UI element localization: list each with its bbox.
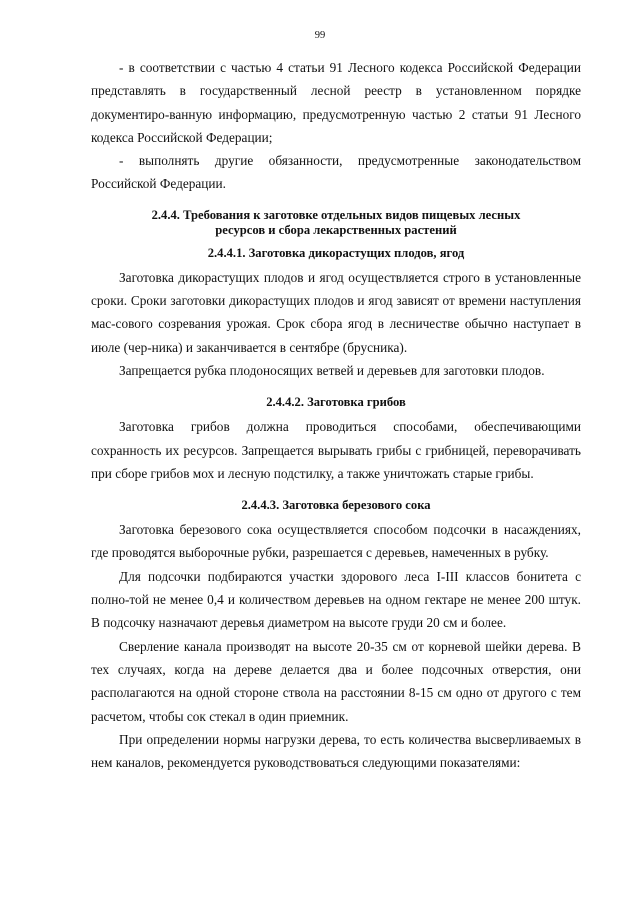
section-heading-2-4-4-line1: 2.4.4. Требования к заготовке отдельных видов пищевых лесных	[151, 207, 521, 222]
paragraph-berries-harvest-terms: Заготовка дикорастущих плодов и ягод осуществляется строго в установленные сроки. Сроки заготовки дикорастущих плодов и ягод зависят от времени наступления мас-сового созревания урожая. Срок сбора ягод в лесничестве обычно наступает в июле (чер-ника) и заканчивается в сентябре (брусника).	[91, 269, 581, 355]
paragraph-other-duties: - выполнять другие обязанности, предусмотренные законодательством Российской Федерации.	[91, 153, 581, 192]
paragraph-drilling-height: Сверление канала производят на высоте 20-35 см от корневой шейки дерева. В тех случаях, когда на дереве делается два и более подсочных отверстия, они располагаются на одной стороне ствола на расстоянии 8-15 см одно от другого с тем расчетом, чтобы сок стекал в один приемник.	[91, 638, 581, 724]
paragraph-birch-sap-method: Заготовка березового сока осуществляется способом подсочки в насаждениях, где проводятся выборочные рубки, разрешается с деревьев, намеченных в рубку.	[91, 522, 581, 561]
subsection-heading-2-4-4-3: 2.4.4.3. Заготовка березового сока	[241, 498, 431, 513]
page-number: 99	[314, 30, 326, 41]
subsection-heading-2-4-4-1: 2.4.4.1. Заготовка дикорастущих плодов, ягод	[207, 245, 465, 260]
paragraph-tapping-site-selection: Для подсочки подбираются участки здорового леса I-III классов бонитета с полно-той не менее 0,4 и количеством деревьев на одном гектаре не менее 200 штук. В подсочку назначают деревья диаметром на высоте груди 20 см и более.	[91, 568, 581, 631]
paragraph-branch-cutting-ban: Запрещается рубка плодоносящих ветвей и деревьев для заготовки плодов.	[119, 362, 545, 378]
paragraph-load-norm: При определении нормы нагрузки дерева, то есть количества высверливаемых в нем каналов, рекомендуется руководствоваться следующими показателями:	[91, 731, 581, 771]
paragraph-forest-registry-duty: - в соответствии с частью 4 статьи 91 Лесного кодекса Российской Федерации представлять в государственный лесной реестр в установленном порядке документиро-ванную информацию, предусмотренную частью 2 статьи 91 Лесного кодекса Российской Федерации;	[91, 60, 581, 145]
subsection-heading-2-4-4-2: 2.4.4.2. Заготовка грибов	[266, 395, 406, 410]
paragraph-mushroom-harvest: Заготовка грибов должна проводиться способами, обеспечивающими сохранность их ресурсов. Запрещается вырывать грибы с грибницей, переворачивать при сборе грибов мох и лесную подстилку, а также уничтожать старые грибы.	[91, 419, 581, 481]
section-heading-2-4-4-line2: ресурсов и сбора лекарственных растений	[215, 223, 457, 238]
page-content	[91, 56, 581, 774]
section-heading-2-4-4	[91, 208, 581, 239]
